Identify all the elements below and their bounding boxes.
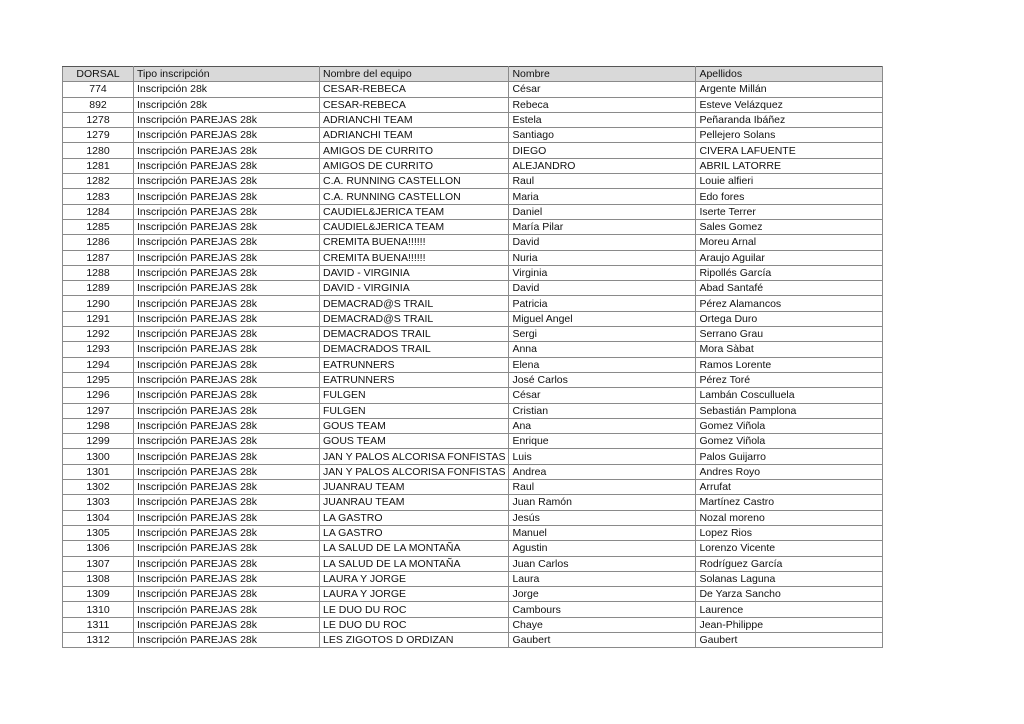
cell-nombre: David	[509, 235, 696, 250]
cell-nombre: Luis	[509, 449, 696, 464]
cell-nombre-equipo: CESAR-REBECA	[320, 82, 509, 97]
cell-nombre-equipo: DEMACRADOS TRAIL	[320, 327, 509, 342]
cell-tipo-inscripcion: Inscripción PAREJAS 28k	[134, 174, 320, 189]
table-row	[63, 174, 883, 189]
cell-nombre: Andrea	[509, 464, 696, 479]
header-dorsal: DORSAL	[63, 67, 134, 82]
cell-apellidos: Ortega Duro	[696, 311, 883, 326]
table-row	[63, 265, 883, 280]
cell-tipo-inscripcion: Inscripción PAREJAS 28k	[134, 510, 320, 525]
cell-tipo-inscripcion: Inscripción PAREJAS 28k	[134, 143, 320, 158]
cell-nombre: Sergi	[509, 327, 696, 342]
cell-apellidos: Ramos Lorente	[696, 357, 883, 372]
cell-tipo-inscripcion: Inscripción PAREJAS 28k	[134, 219, 320, 234]
cell-tipo-inscripcion: Inscripción PAREJAS 28k	[134, 372, 320, 387]
header-row	[63, 67, 883, 82]
table-row	[63, 602, 883, 617]
cell-apellidos: Gomez Viñola	[696, 434, 883, 449]
cell-tipo-inscripcion: Inscripción PAREJAS 28k	[134, 250, 320, 265]
header-tipo-inscripcion: Tipo inscripción	[134, 67, 320, 82]
table-row	[63, 219, 883, 234]
cell-tipo-inscripcion: Inscripción PAREJAS 28k	[134, 525, 320, 540]
cell-tipo-inscripcion: Inscripción PAREJAS 28k	[134, 449, 320, 464]
cell-tipo-inscripcion: Inscripción PAREJAS 28k	[134, 434, 320, 449]
cell-nombre-equipo: DEMACRAD@S TRAIL	[320, 311, 509, 326]
table-row	[63, 541, 883, 556]
cell-apellidos: Moreu Arnal	[696, 235, 883, 250]
cell-nombre: Cristian	[509, 403, 696, 418]
table-row	[63, 403, 883, 418]
cell-dorsal: 1285	[63, 219, 134, 234]
cell-dorsal: 1300	[63, 449, 134, 464]
cell-tipo-inscripcion: Inscripción PAREJAS 28k	[134, 632, 320, 647]
cell-nombre: Santiago	[509, 128, 696, 143]
cell-tipo-inscripcion: Inscripción PAREJAS 28k	[134, 464, 320, 479]
table-row	[63, 82, 883, 97]
cell-nombre-equipo: JUANRAU TEAM	[320, 495, 509, 510]
cell-tipo-inscripcion: Inscripción PAREJAS 28k	[134, 296, 320, 311]
table-row	[63, 464, 883, 479]
cell-tipo-inscripcion: Inscripción 28k	[134, 97, 320, 112]
cell-apellidos: Abad Santafé	[696, 281, 883, 296]
cell-apellidos: Solanas Laguna	[696, 571, 883, 586]
cell-tipo-inscripcion: Inscripción PAREJAS 28k	[134, 587, 320, 602]
cell-dorsal: 1283	[63, 189, 134, 204]
header-apellidos: Apellidos	[696, 67, 883, 82]
cell-dorsal: 1293	[63, 342, 134, 357]
cell-nombre-equipo: JUANRAU TEAM	[320, 480, 509, 495]
cell-nombre-equipo: LA GASTRO	[320, 525, 509, 540]
table-row	[63, 296, 883, 311]
cell-tipo-inscripcion: Inscripción PAREJAS 28k	[134, 480, 320, 495]
cell-nombre-equipo: CREMITA BUENA!!!!!!	[320, 250, 509, 265]
cell-tipo-inscripcion: Inscripción PAREJAS 28k	[134, 158, 320, 173]
cell-nombre-equipo: GOUS TEAM	[320, 434, 509, 449]
table-row	[63, 311, 883, 326]
cell-nombre: Juan Carlos	[509, 556, 696, 571]
cell-apellidos: Argente Millán	[696, 82, 883, 97]
table-row	[63, 372, 883, 387]
cell-tipo-inscripcion: Inscripción PAREJAS 28k	[134, 617, 320, 632]
cell-nombre-equipo: LAURA Y JORGE	[320, 571, 509, 586]
cell-dorsal: 1312	[63, 632, 134, 647]
cell-nombre: Enrique	[509, 434, 696, 449]
cell-tipo-inscripcion: Inscripción PAREJAS 28k	[134, 204, 320, 219]
cell-dorsal: 774	[63, 82, 134, 97]
cell-tipo-inscripcion: Inscripción PAREJAS 28k	[134, 388, 320, 403]
cell-nombre-equipo: EATRUNNERS	[320, 372, 509, 387]
cell-apellidos: CIVERA LAFUENTE	[696, 143, 883, 158]
table-row	[63, 281, 883, 296]
cell-apellidos: Edo fores	[696, 189, 883, 204]
cell-nombre: Estela	[509, 112, 696, 127]
cell-apellidos: Andres Royo	[696, 464, 883, 479]
cell-apellidos: Lopez Rios	[696, 525, 883, 540]
cell-dorsal: 1303	[63, 495, 134, 510]
cell-nombre: Miguel Angel	[509, 311, 696, 326]
cell-nombre: María Pilar	[509, 219, 696, 234]
cell-nombre: Nuria	[509, 250, 696, 265]
cell-dorsal: 1295	[63, 372, 134, 387]
cell-dorsal: 1296	[63, 388, 134, 403]
cell-tipo-inscripcion: Inscripción PAREJAS 28k	[134, 602, 320, 617]
cell-tipo-inscripcion: Inscripción PAREJAS 28k	[134, 495, 320, 510]
cell-apellidos: Louie alfieri	[696, 174, 883, 189]
cell-nombre: Laura	[509, 571, 696, 586]
cell-tipo-inscripcion: Inscripción PAREJAS 28k	[134, 571, 320, 586]
table-row	[63, 418, 883, 433]
cell-dorsal: 1297	[63, 403, 134, 418]
cell-nombre-equipo: DEMACRADOS TRAIL	[320, 342, 509, 357]
cell-dorsal: 1287	[63, 250, 134, 265]
table-row	[63, 632, 883, 647]
cell-apellidos: Peñaranda Ibáñez	[696, 112, 883, 127]
cell-nombre: Manuel	[509, 525, 696, 540]
cell-dorsal: 1290	[63, 296, 134, 311]
cell-apellidos: Laurence	[696, 602, 883, 617]
cell-nombre-equipo: FULGEN	[320, 388, 509, 403]
cell-apellidos: Pellejero Solans	[696, 128, 883, 143]
cell-nombre: Gaubert	[509, 632, 696, 647]
cell-dorsal: 1282	[63, 174, 134, 189]
cell-nombre: Maria	[509, 189, 696, 204]
header-nombre-equipo: Nombre del equipo	[320, 67, 509, 82]
cell-dorsal: 1278	[63, 112, 134, 127]
cell-dorsal: 1305	[63, 525, 134, 540]
cell-apellidos: ABRIL LATORRE	[696, 158, 883, 173]
cell-apellidos: Palos Guijarro	[696, 449, 883, 464]
cell-nombre-equipo: JAN Y PALOS ALCORISA FONFISTAS	[320, 449, 509, 464]
table-row	[63, 495, 883, 510]
cell-nombre: César	[509, 82, 696, 97]
cell-tipo-inscripcion: Inscripción PAREJAS 28k	[134, 281, 320, 296]
cell-nombre: DIEGO	[509, 143, 696, 158]
table-row	[63, 250, 883, 265]
cell-nombre-equipo: FULGEN	[320, 403, 509, 418]
cell-nombre-equipo: AMIGOS DE CURRITO	[320, 143, 509, 158]
cell-nombre-equipo: CREMITA BUENA!!!!!!	[320, 235, 509, 250]
cell-dorsal: 1289	[63, 281, 134, 296]
cell-nombre-equipo: LA SALUD DE LA MONTAÑA	[320, 556, 509, 571]
cell-apellidos: Mora Sàbat	[696, 342, 883, 357]
cell-nombre: Daniel	[509, 204, 696, 219]
cell-tipo-inscripcion: Inscripción PAREJAS 28k	[134, 265, 320, 280]
cell-apellidos: Ripollés García	[696, 265, 883, 280]
header-nombre: Nombre	[509, 67, 696, 82]
cell-nombre-equipo: DEMACRAD@S TRAIL	[320, 296, 509, 311]
cell-tipo-inscripcion: Inscripción PAREJAS 28k	[134, 235, 320, 250]
cell-nombre-equipo: EATRUNNERS	[320, 357, 509, 372]
table-row	[63, 97, 883, 112]
cell-tipo-inscripcion: Inscripción PAREJAS 28k	[134, 327, 320, 342]
cell-nombre: Patricia	[509, 296, 696, 311]
cell-apellidos: Sales Gomez	[696, 219, 883, 234]
cell-nombre: Raul	[509, 174, 696, 189]
cell-dorsal: 1286	[63, 235, 134, 250]
cell-dorsal: 1281	[63, 158, 134, 173]
cell-dorsal: 1311	[63, 617, 134, 632]
cell-apellidos: Araujo Aguilar	[696, 250, 883, 265]
cell-tipo-inscripcion: Inscripción PAREJAS 28k	[134, 189, 320, 204]
cell-tipo-inscripcion: Inscripción PAREJAS 28k	[134, 342, 320, 357]
cell-apellidos: Martínez Castro	[696, 495, 883, 510]
cell-apellidos: Lambán Cosculluela	[696, 388, 883, 403]
cell-nombre-equipo: CAUDIEL&JERICA TEAM	[320, 204, 509, 219]
cell-dorsal: 1301	[63, 464, 134, 479]
table-body	[63, 82, 883, 648]
cell-nombre-equipo: JAN Y PALOS ALCORISA FONFISTAS	[320, 464, 509, 479]
table-row	[63, 158, 883, 173]
table-row	[63, 525, 883, 540]
cell-tipo-inscripcion: Inscripción PAREJAS 28k	[134, 418, 320, 433]
cell-nombre: Cambours	[509, 602, 696, 617]
cell-nombre: David	[509, 281, 696, 296]
table-row	[63, 571, 883, 586]
table-row	[63, 357, 883, 372]
cell-dorsal: 1298	[63, 418, 134, 433]
cell-nombre-equipo: AMIGOS DE CURRITO	[320, 158, 509, 173]
cell-apellidos: Iserte Terrer	[696, 204, 883, 219]
cell-dorsal: 1291	[63, 311, 134, 326]
cell-dorsal: 1308	[63, 571, 134, 586]
cell-apellidos: Nozal moreno	[696, 510, 883, 525]
table-row	[63, 112, 883, 127]
cell-tipo-inscripcion: Inscripción 28k	[134, 82, 320, 97]
table-row	[63, 235, 883, 250]
cell-nombre-equipo: CAUDIEL&JERICA TEAM	[320, 219, 509, 234]
table-row	[63, 128, 883, 143]
cell-nombre: Chaye	[509, 617, 696, 632]
cell-nombre-equipo: C.A. RUNNING CASTELLON	[320, 189, 509, 204]
table-row	[63, 556, 883, 571]
cell-nombre-equipo: LA SALUD DE LA MONTAÑA	[320, 541, 509, 556]
cell-dorsal: 1304	[63, 510, 134, 525]
table-row	[63, 189, 883, 204]
cell-nombre: Jesús	[509, 510, 696, 525]
cell-nombre-equipo: ADRIANCHI TEAM	[320, 128, 509, 143]
registration-table	[62, 66, 883, 648]
cell-nombre: ALEJANDRO	[509, 158, 696, 173]
cell-apellidos: Pérez Alamancos	[696, 296, 883, 311]
cell-nombre: Elena	[509, 357, 696, 372]
table-row	[63, 204, 883, 219]
cell-dorsal: 1310	[63, 602, 134, 617]
cell-apellidos: Esteve Velázquez	[696, 97, 883, 112]
cell-tipo-inscripcion: Inscripción PAREJAS 28k	[134, 403, 320, 418]
cell-dorsal: 1288	[63, 265, 134, 280]
cell-nombre: Anna	[509, 342, 696, 357]
cell-dorsal: 1294	[63, 357, 134, 372]
table-row	[63, 587, 883, 602]
cell-apellidos: Pérez Toré	[696, 372, 883, 387]
cell-apellidos: Lorenzo Vicente	[696, 541, 883, 556]
cell-tipo-inscripcion: Inscripción PAREJAS 28k	[134, 357, 320, 372]
table-row	[63, 480, 883, 495]
table-row	[63, 434, 883, 449]
cell-nombre: José Carlos	[509, 372, 696, 387]
cell-tipo-inscripcion: Inscripción PAREJAS 28k	[134, 128, 320, 143]
cell-dorsal: 1309	[63, 587, 134, 602]
cell-nombre-equipo: LAURA Y JORGE	[320, 587, 509, 602]
cell-nombre-equipo: DAVID - VIRGINIA	[320, 265, 509, 280]
cell-apellidos: De Yarza Sancho	[696, 587, 883, 602]
cell-nombre: Virginia	[509, 265, 696, 280]
cell-nombre-equipo: GOUS TEAM	[320, 418, 509, 433]
cell-nombre-equipo: CESAR-REBECA	[320, 97, 509, 112]
table-row	[63, 342, 883, 357]
cell-tipo-inscripcion: Inscripción PAREJAS 28k	[134, 112, 320, 127]
table-row	[63, 510, 883, 525]
cell-dorsal: 1306	[63, 541, 134, 556]
cell-nombre: Rebeca	[509, 97, 696, 112]
cell-apellidos: Jean-Philippe	[696, 617, 883, 632]
cell-dorsal: 892	[63, 97, 134, 112]
cell-nombre: Agustin	[509, 541, 696, 556]
cell-nombre: Raul	[509, 480, 696, 495]
cell-nombre-equipo: C.A. RUNNING CASTELLON	[320, 174, 509, 189]
cell-nombre-equipo: LE DUO DU ROC	[320, 602, 509, 617]
cell-nombre-equipo: LA GASTRO	[320, 510, 509, 525]
cell-nombre: Juan Ramón	[509, 495, 696, 510]
cell-apellidos: Arrufat	[696, 480, 883, 495]
cell-tipo-inscripcion: Inscripción PAREJAS 28k	[134, 556, 320, 571]
table-row	[63, 143, 883, 158]
cell-dorsal: 1292	[63, 327, 134, 342]
cell-nombre-equipo: DAVID - VIRGINIA	[320, 281, 509, 296]
cell-apellidos: Gomez Viñola	[696, 418, 883, 433]
cell-dorsal: 1307	[63, 556, 134, 571]
cell-nombre-equipo: LES ZIGOTOS D ORDIZAN	[320, 632, 509, 647]
table-row	[63, 327, 883, 342]
cell-apellidos: Serrano Grau	[696, 327, 883, 342]
cell-dorsal: 1284	[63, 204, 134, 219]
table-row	[63, 449, 883, 464]
cell-nombre: Ana	[509, 418, 696, 433]
cell-dorsal: 1299	[63, 434, 134, 449]
cell-nombre-equipo: ADRIANCHI TEAM	[320, 112, 509, 127]
cell-nombre: César	[509, 388, 696, 403]
cell-dorsal: 1279	[63, 128, 134, 143]
cell-nombre: Jorge	[509, 587, 696, 602]
cell-dorsal: 1302	[63, 480, 134, 495]
cell-apellidos: Sebastián Pamplona	[696, 403, 883, 418]
cell-tipo-inscripcion: Inscripción PAREJAS 28k	[134, 311, 320, 326]
cell-apellidos: Gaubert	[696, 632, 883, 647]
table-row	[63, 617, 883, 632]
cell-apellidos: Rodríguez García	[696, 556, 883, 571]
cell-nombre-equipo: LE DUO DU ROC	[320, 617, 509, 632]
cell-tipo-inscripcion: Inscripción PAREJAS 28k	[134, 541, 320, 556]
table-row	[63, 388, 883, 403]
cell-dorsal: 1280	[63, 143, 134, 158]
